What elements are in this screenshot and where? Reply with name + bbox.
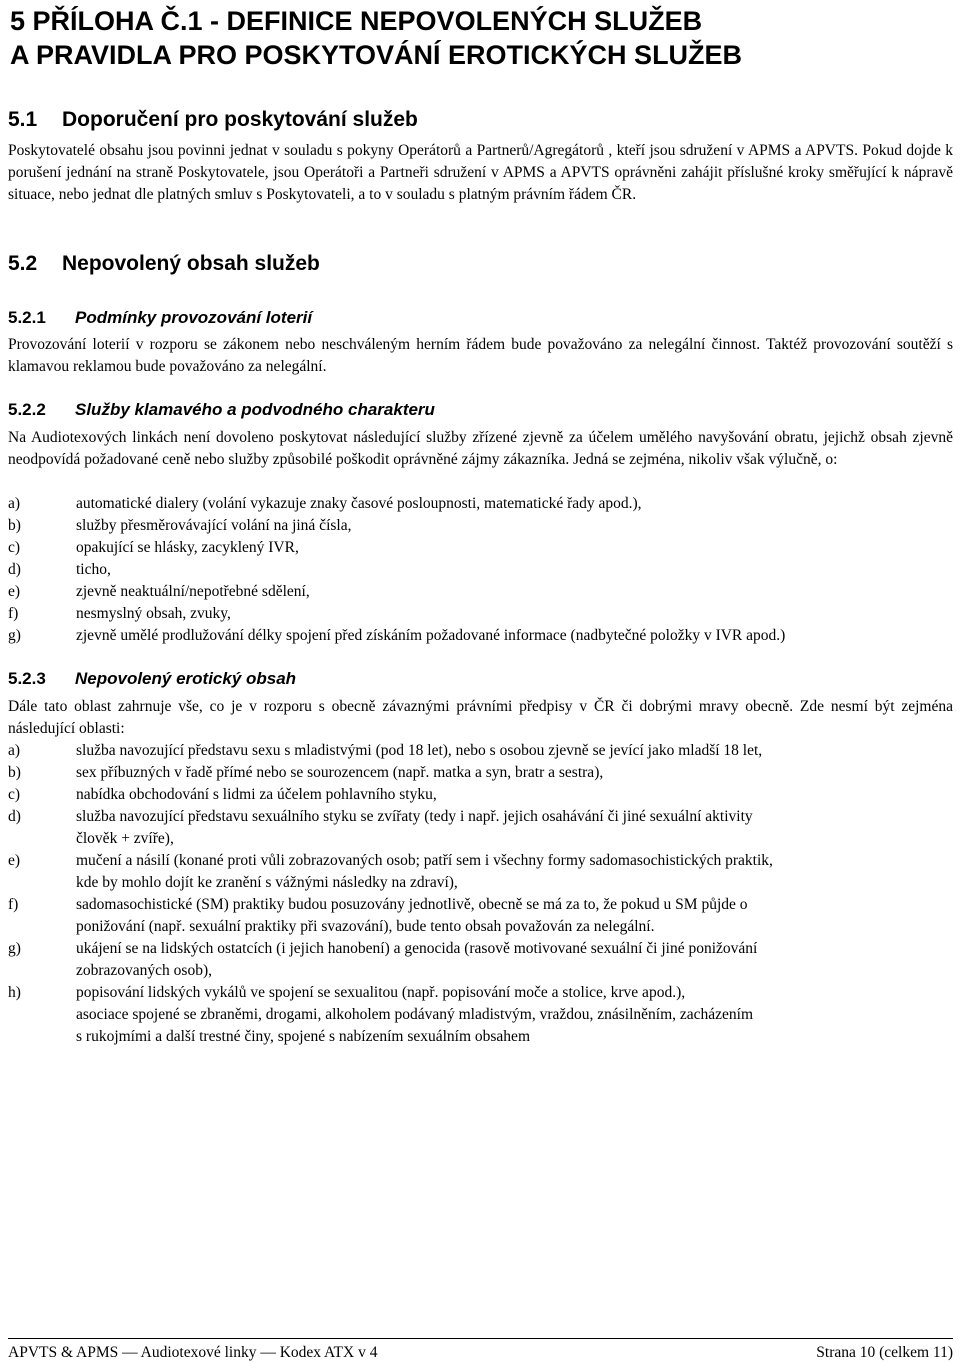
list-item-text: nesmyslný obsah, zvuky,: [76, 605, 231, 622]
section-title: Doporučení pro poskytování služeb: [62, 108, 418, 131]
list-item: [8, 493, 953, 515]
list-marker: g): [8, 940, 21, 957]
section-5-2-heading: [8, 251, 320, 277]
list-item-text: sex příbuzných v řadě přímé nebo se sourozencem (např. matka a syn, bratr a sestra),: [76, 764, 604, 781]
chapter-title-line-1: 5 PŘÍLOHA Č.1 - DEFINICE NEPOVOLENÝCH SLUŽEB: [10, 6, 703, 36]
list-item-text: opakující se hlásky, zacyklený IVR,: [76, 539, 299, 556]
list-item: [8, 559, 953, 581]
list-marker: a): [8, 742, 21, 759]
section-number: 5.2: [8, 252, 38, 275]
list-item-text: popisování lidských vykálů ve spojení se sexualitou (např. popisování moče a stolice, krve apod.),: [76, 984, 686, 1001]
section-5-2-2-list: [8, 493, 953, 647]
section-5-2-3-list: [8, 740, 953, 1048]
footer-page-number: Strana 10 (celkem 11): [816, 1344, 953, 1361]
list-item: [8, 784, 953, 806]
list-item-text: ponižování (např. sexuální praktiky při svazování), bude tento obsah považován za nelegální.: [76, 918, 655, 935]
list-marker: e): [8, 852, 21, 869]
section-title: Služby klamavého a podvodného charakteru: [75, 400, 435, 419]
list-marker: g): [8, 627, 21, 644]
list-marker: d): [8, 808, 21, 825]
section-number: 5.2.2: [8, 400, 46, 419]
chapter-title: [10, 4, 955, 72]
list-item: [8, 740, 953, 762]
list-item-text: zobrazovaných osob),: [76, 962, 213, 979]
section-5-2-3-paragraph: Dále tato oblast zahrnuje vše, co je v rozporu s obecně závaznými právními předpisy v ČR či dobrými mravy obecně. Zde nesmí být zejména následující oblasti:: [8, 698, 953, 737]
section-5-2-1-paragraph: Provozování loterií v rozporu se zákonem nebo neschváleným herním řádem bude považováno za nelegální činnost. Taktéž provozování soutěží s klamavou reklamou bude považováno za nelegální.: [8, 336, 953, 375]
page-footer: [8, 1343, 953, 1363]
list-item-text: automatické dialery (volání vykazuje znaky časové posloupnosti, matematické řady apod.),: [76, 495, 642, 512]
list-item: [8, 581, 953, 603]
list-item: [8, 537, 953, 559]
list-item-text: kde by mohlo dojít ke zranění s vážnými následky na zdraví),: [76, 874, 458, 891]
list-item-text: sadomasochistické (SM) praktiky budou posuzovány jednotlivě, obecně se má za to, že pokud u SM půjde o: [76, 896, 748, 913]
section-5-2-2-paragraph: Na Audiotexových linkách není dovoleno poskytovat následující služby zřízené zjevně za účelem umělého navyšování obratu, jejichž obsah zjevně neodpovídá požadované ceně nebo služby způsobilé poškodit oprávněné zájmy zákazníka. Jedná se zejména, nikoliv však výlučně, o:: [8, 429, 953, 468]
list-item: [8, 982, 953, 1048]
section-5-2-1-heading: [8, 307, 312, 329]
section-number: 5.1: [8, 108, 38, 131]
list-item: [8, 603, 953, 625]
list-item: [8, 806, 953, 850]
section-number: 5.2.3: [8, 669, 46, 688]
list-item: [8, 515, 953, 537]
list-marker: b): [8, 517, 21, 534]
section-5-2-3-heading: [8, 668, 296, 690]
section-title: Nepovolený obsah služeb: [62, 252, 320, 275]
list-marker: h): [8, 984, 21, 1001]
list-item-text: zjevně neaktuální/nepotřebné sdělení,: [76, 583, 310, 600]
list-item-text: služby přesměrovávající volání na jiná čísla,: [76, 517, 352, 534]
list-item-text: člověk + zvíře),: [76, 830, 174, 847]
list-marker: a): [8, 495, 21, 512]
list-item-text: zjevně umělé prodlužování délky spojení před získáním požadované informace (nadbytečné položky v IVR apod.): [76, 627, 786, 644]
list-item-text: ticho,: [76, 561, 111, 578]
list-item: [8, 894, 953, 938]
section-title: Nepovolený erotický obsah: [75, 669, 297, 688]
list-item: [8, 938, 953, 982]
list-item-text: mučení a násilí (konané proti vůli zobrazovaných osob; patří sem i všechny formy sadomasochistických praktik,: [76, 852, 773, 869]
list-marker: c): [8, 539, 21, 556]
list-marker: e): [8, 583, 21, 600]
section-title: Podmínky provozování loterií: [75, 308, 313, 327]
chapter-title-line-2: A PRAVIDLA PRO POSKYTOVÁNÍ EROTICKÝCH SLUŽEB: [10, 40, 743, 70]
list-item-text: služba navozující představu sexu s mladistvými (pod 18 let), nebo s osobou zjevně se jevící jako mladší 18 let,: [76, 742, 763, 759]
list-marker: f): [8, 605, 19, 622]
list-item-text: asociace spojené se zbraněmi, drogami, alkoholem podávaný mladistvým, vraždou, znásilněním, zacházením: [76, 1006, 754, 1023]
list-marker: b): [8, 764, 21, 781]
section-number: 5.2.1: [8, 308, 46, 327]
list-marker: d): [8, 561, 21, 578]
section-5-2-2-heading: [8, 399, 435, 421]
list-item: [8, 762, 953, 784]
list-marker: f): [8, 896, 19, 913]
footer-divider: [8, 1338, 953, 1339]
section-5-1-paragraph: Poskytovatelé obsahu jsou povinni jednat v souladu s pokyny Operátorů a Partnerů/Agregátorů , kteří jsou sdružení v APMS a APVTS. Pokud dojde k porušení jednání na straně Poskytovatele, jsou Operátoři a Partneři sdružení v APMS a APVTS oprávněni zahájit příslušné kroky směřující k nápravě situace, nebo jednat dle platných smluv s Poskytovateli, a to v souladu s platným právním řádem ČR.: [8, 142, 953, 203]
list-item-text: služba navozující představu sexuálního styku se zvířaty (tedy i např. jejich osahávání či jiné sexuální aktivity: [76, 808, 753, 825]
list-item: [8, 625, 953, 647]
list-item-text: s rukojmími a další trestné činy, spojené s nabízením sexuálním obsahem: [76, 1028, 530, 1045]
footer-document-title: APVTS & APMS — Audiotexové linky — Kodex ATX v 4: [8, 1344, 378, 1361]
section-5-1-heading: [8, 107, 418, 133]
list-item: [8, 850, 953, 894]
list-marker: c): [8, 786, 21, 803]
list-item-text: ukájení se na lidských ostatcích (i jejich hanobení) a genocida (rasově motivované sexuální či jiné ponižování: [76, 940, 758, 957]
list-item-text: nabídka obchodování s lidmi za účelem pohlavního styku,: [76, 786, 437, 803]
